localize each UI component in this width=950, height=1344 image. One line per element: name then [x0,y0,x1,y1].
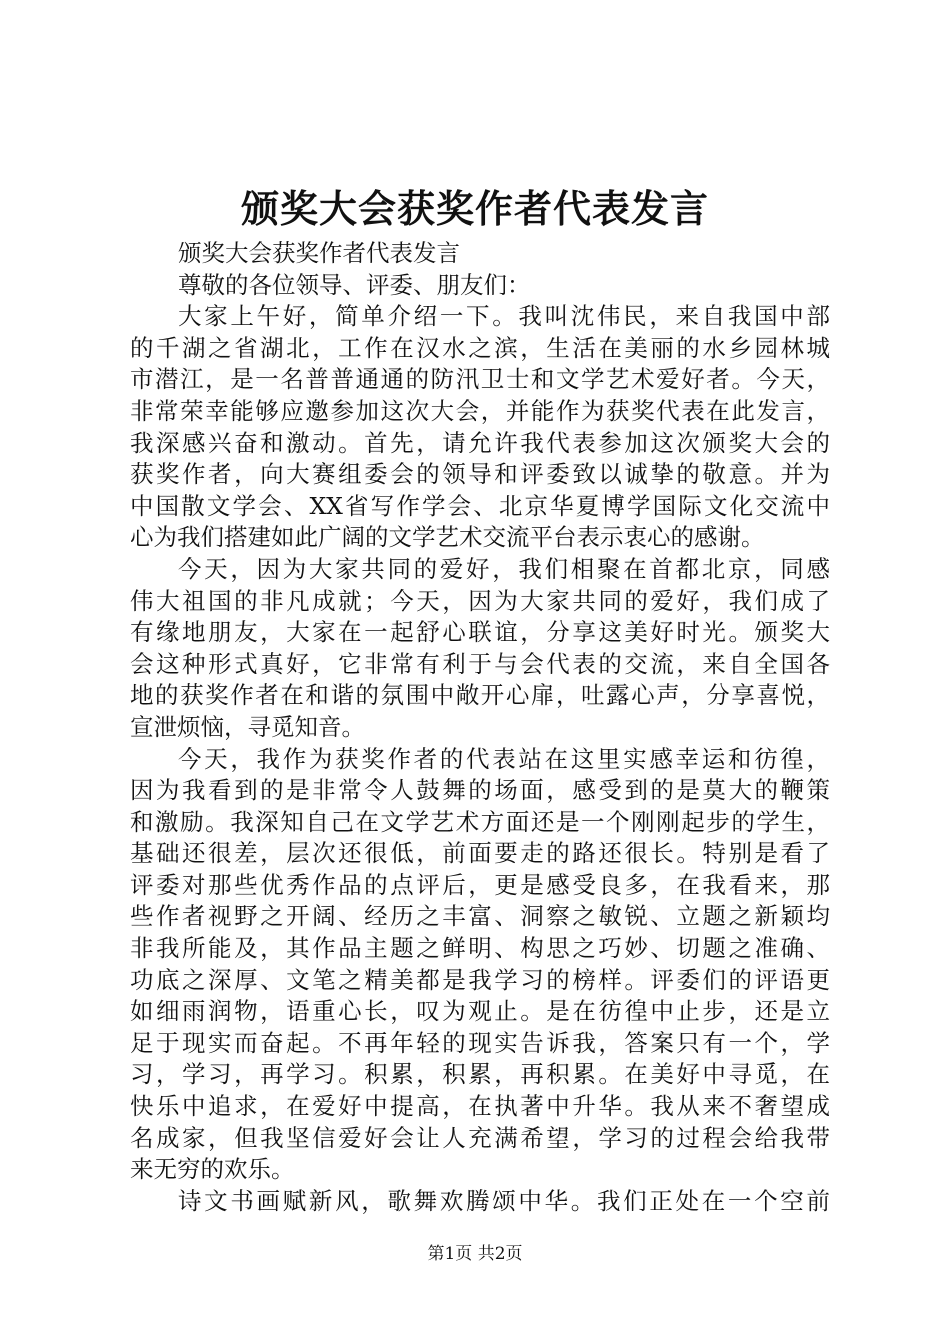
text-line: 习，学习，再学习。积累，积累，再积累。在美好中寻觅，在 [130,1060,830,1089]
text-line: 评委对那些优秀作品的点评后，更是感受良多，在我看来，那 [130,870,830,899]
text-line: 颁奖大会获奖作者代表发言 [178,239,460,267]
text-line: 来无穷的欢乐。 [130,1155,295,1184]
text-line: 非常荣幸能够应邀参加这次大会，并能作为获奖代表在此发言， [130,396,830,425]
text-line: 如细雨润物，语重心长，叹为观止。是在彷徨中止步，还是立 [130,997,830,1026]
text-line: 心为我们搭建如此广阔的文学艺术交流平台表示衷心的感谢。 [130,523,765,552]
text-line: 基础还很差，层次还很低，前面要走的路还很长。特别是看了 [130,839,830,868]
text-line: 的千湖之省湖北，工作在汉水之滨，生活在美丽的水乡园林城 [130,333,830,362]
text-line: 诗文书画赋新风，歌舞欢腾颂中华。我们正处在一个空前 [178,1186,830,1215]
text-line: 大家上午好，简单介绍一下。我叫沈伟民，来自我国中部 [178,302,830,331]
text-line: 功底之深厚、文笔之精美都是我学习的榜样。评委们的评语更 [130,965,830,994]
text-line: 和激励。我深知自己在文学艺术方面还是一个刚刚起步的学生， [130,807,830,836]
text-line: 有缘地朋友，大家在一起舒心联谊，分享这美好时光。颁奖大 [130,618,830,647]
document-title: 颁奖大会获奖作者代表发言 [240,186,709,231]
text-line: 伟大祖国的非凡成就；今天，因为大家共同的爱好，我们成了 [130,586,830,615]
text-line: 名成家，但我坚信爱好会让人充满希望，学习的过程会给我带 [130,1123,830,1152]
text-line: 今天，因为大家共同的爱好，我们相聚在首都北京，同感 [178,554,830,583]
text-line: 因为我看到的是非常令人鼓舞的场面，感受到的是莫大的鞭策 [130,776,830,805]
text-line: 我深感兴奋和激动。首先，请允许我代表参加这次颁奖大会的 [130,428,830,457]
text-line: 足于现实而奋起。不再年轻的现实告诉我，答案只有一个，学 [130,1028,830,1057]
page-footer: 第1页 共2页 [427,1244,523,1264]
text-line: 尊敬的各位领导、评委、朋友们： [178,270,531,299]
document-body [130,238,830,1217]
text-line: 今天，我作为获奖作者的代表站在这里实感幸运和彷徨， [178,744,830,773]
text-line: 快乐中追求，在爱好中提高，在执著中升华。我从来不奢望成 [130,1092,830,1121]
text-line: 获奖作者，向大赛组委会的领导和评委致以诚挚的敬意。并为 [130,460,830,489]
text-line: 非我所能及，其作品主题之鲜明、构思之巧妙、切题之准确、 [130,934,830,963]
text-line: 会这种形式真好，它非常有利于与会代表的交流，来自全国各 [130,649,830,678]
text-line: 宣泄烦恼，寻觅知音。 [130,712,365,741]
text-line: 地的获奖作者在和谐的氛围中敞开心扉，吐露心声，分享喜悦， [130,681,830,710]
text-line: 些作者视野之开阔、经历之丰富、洞察之敏锐、立题之新颖均 [130,902,830,931]
text-line: 中国散文学会、XX省写作学会、北京华夏博学国际文化交流中 [130,491,830,520]
text-line: 市潜江，是一名普普通通的防汛卫士和文学艺术爱好者。今天， [130,365,830,394]
